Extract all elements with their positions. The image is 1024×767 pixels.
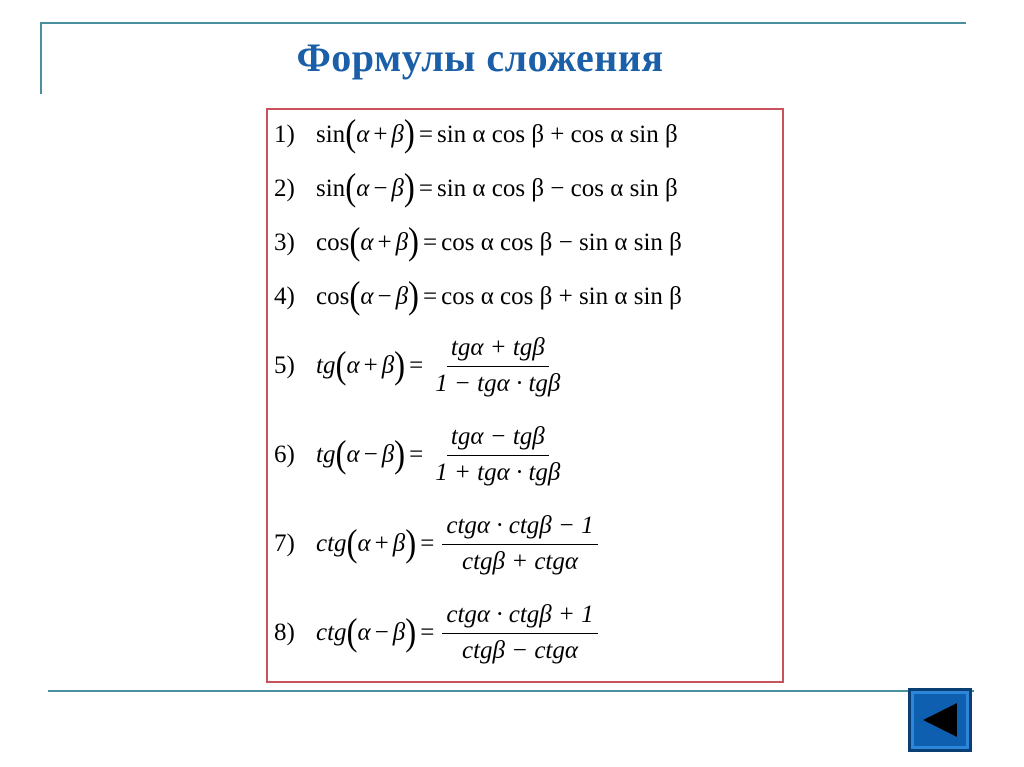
paren-close: ) bbox=[403, 167, 415, 209]
equals-sign: = bbox=[418, 120, 433, 148]
lhs-function: cos bbox=[316, 228, 350, 256]
formula-number: 8) bbox=[274, 619, 295, 647]
paren-open: ( bbox=[345, 113, 357, 155]
equals-sign: = bbox=[423, 228, 438, 256]
paren-open: ( bbox=[349, 221, 361, 263]
paren-close: ) bbox=[394, 344, 406, 387]
fraction bbox=[431, 423, 564, 488]
numerator: tgα + tgβ bbox=[447, 334, 549, 367]
operator: − bbox=[377, 282, 392, 310]
var-b: β bbox=[392, 619, 406, 647]
paren-close: ) bbox=[405, 611, 417, 654]
paren-open: ( bbox=[335, 433, 347, 476]
paren-open: ( bbox=[335, 344, 347, 387]
var-a: α bbox=[360, 228, 374, 256]
rhs-expression: sin α cos β − cos α sin β bbox=[436, 174, 678, 202]
var-a: α bbox=[356, 174, 370, 202]
numerator: ctgα · ctgβ + 1 bbox=[442, 601, 597, 634]
paren-open: ( bbox=[345, 167, 357, 209]
formula-1 bbox=[274, 113, 678, 155]
var-b: β bbox=[395, 282, 409, 310]
formula-number: 4) bbox=[274, 282, 295, 310]
equals-sign: = bbox=[418, 174, 433, 202]
operator: − bbox=[373, 174, 388, 202]
paren-close: ) bbox=[403, 113, 415, 155]
formula-number: 7) bbox=[274, 530, 295, 558]
denominator: 1 + tgα · tgβ bbox=[435, 458, 561, 486]
lhs-function: sin bbox=[316, 120, 346, 148]
lhs-function: tg bbox=[316, 352, 336, 380]
formula-number: 6) bbox=[274, 441, 295, 469]
operator: − bbox=[374, 619, 389, 647]
numerator: tgα − tgβ bbox=[447, 423, 549, 456]
paren-close: ) bbox=[408, 275, 420, 317]
var-a: α bbox=[346, 441, 360, 469]
bottom-rule bbox=[48, 690, 974, 692]
rhs-expression: sin α cos β + cos α sin β bbox=[436, 120, 678, 148]
lhs-function: sin bbox=[316, 174, 346, 202]
rhs-expression: cos α cos β − sin α sin β bbox=[441, 228, 682, 256]
var-a: α bbox=[346, 352, 360, 380]
lhs-function: ctg bbox=[316, 530, 347, 558]
lhs-function: tg bbox=[316, 441, 336, 469]
var-a: α bbox=[356, 120, 370, 148]
formula-box bbox=[266, 108, 784, 683]
var-a: α bbox=[360, 282, 374, 310]
lhs-function: cos bbox=[316, 282, 350, 310]
var-b: β bbox=[392, 530, 406, 558]
fraction bbox=[431, 334, 564, 399]
top-rule bbox=[40, 22, 966, 24]
operator: − bbox=[363, 441, 378, 469]
operator: + bbox=[374, 530, 389, 558]
denominator: 1 − tgα · tgβ bbox=[435, 369, 561, 397]
formula-8 bbox=[274, 601, 598, 666]
formula-3 bbox=[274, 221, 682, 263]
fraction bbox=[442, 601, 597, 666]
numerator: ctgα · ctgβ − 1 bbox=[442, 512, 597, 545]
var-b: β bbox=[391, 174, 404, 202]
paren-open: ( bbox=[346, 611, 358, 654]
equals-sign: = bbox=[420, 619, 435, 647]
var-a: α bbox=[357, 619, 371, 647]
formula-4 bbox=[274, 275, 682, 317]
paren-close: ) bbox=[408, 221, 420, 263]
var-b: β bbox=[391, 120, 404, 148]
var-b: β bbox=[381, 352, 395, 380]
formula-5 bbox=[274, 334, 564, 399]
denominator: ctgβ + ctgα bbox=[461, 547, 578, 575]
paren-open: ( bbox=[346, 522, 358, 565]
paren-close: ) bbox=[405, 522, 417, 565]
operator: + bbox=[363, 352, 378, 380]
paren-open: ( bbox=[349, 275, 361, 317]
denominator: ctgβ − ctgα bbox=[461, 636, 578, 664]
formula-6 bbox=[274, 423, 564, 488]
slide-title: Формулы сложения bbox=[296, 35, 664, 80]
formula-number: 3) bbox=[274, 228, 295, 256]
formula-2 bbox=[274, 167, 678, 209]
formula-number: 5) bbox=[274, 352, 295, 380]
equals-sign: = bbox=[409, 352, 424, 380]
back-arrow-icon bbox=[917, 697, 963, 743]
var-a: α bbox=[357, 530, 371, 558]
operator: + bbox=[373, 120, 388, 148]
paren-close: ) bbox=[394, 433, 406, 476]
var-b: β bbox=[395, 228, 409, 256]
operator: + bbox=[377, 228, 392, 256]
lhs-function: ctg bbox=[316, 619, 347, 647]
var-b: β bbox=[381, 441, 395, 469]
formula-7 bbox=[274, 512, 598, 577]
equals-sign: = bbox=[409, 441, 424, 469]
equals-sign: = bbox=[423, 282, 438, 310]
equals-sign: = bbox=[420, 530, 435, 558]
fraction bbox=[442, 512, 597, 577]
rhs-expression: cos α cos β + sin α sin β bbox=[441, 282, 682, 310]
back-button[interactable] bbox=[908, 688, 972, 752]
formula-number: 1) bbox=[274, 120, 295, 148]
formula-number: 2) bbox=[274, 174, 295, 202]
